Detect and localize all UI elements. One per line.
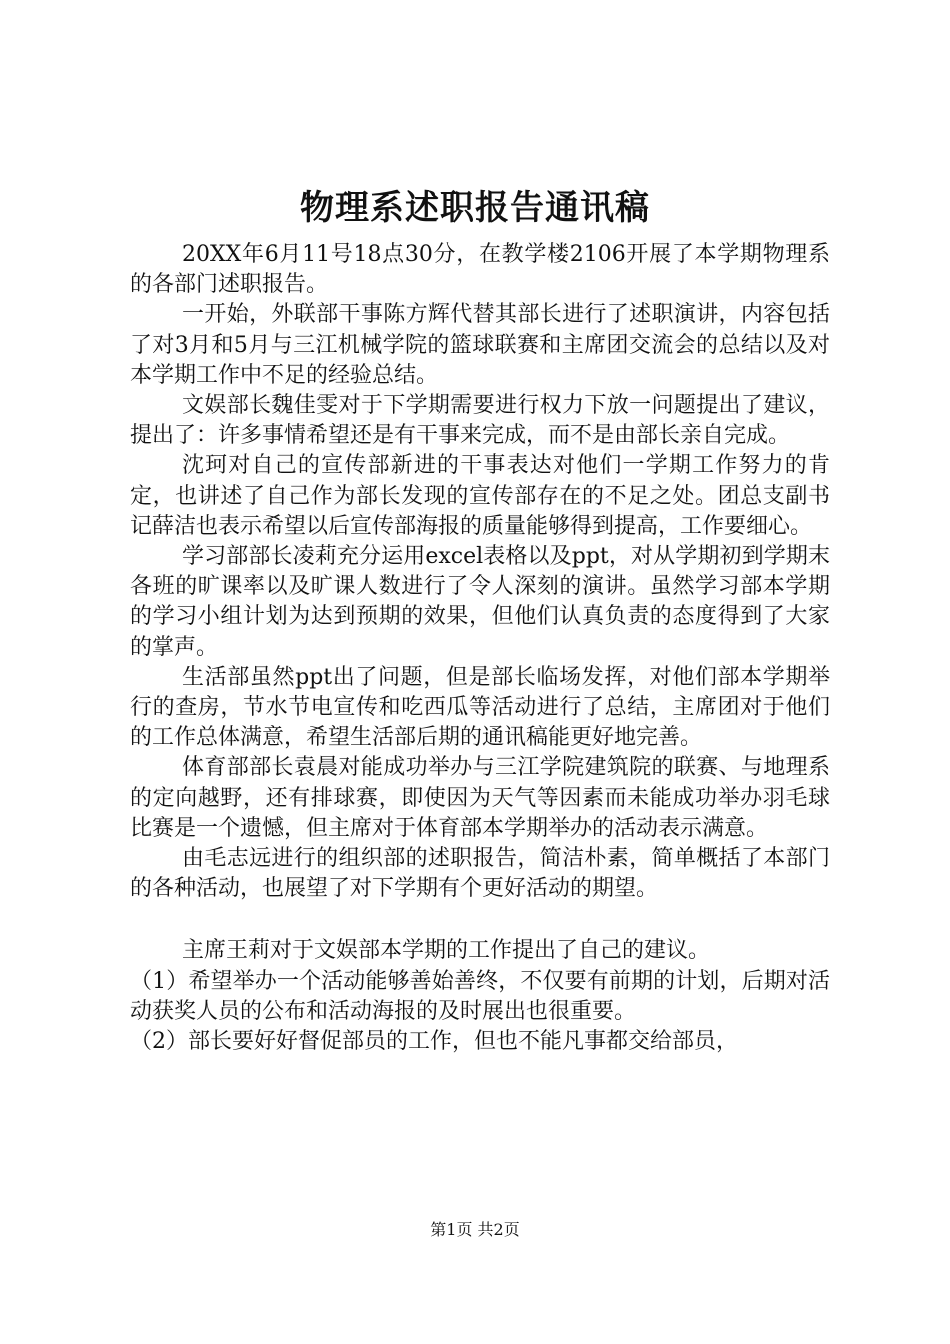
paragraph-life-dept: 生活部虽然ppt出了问题，但是部长临场发挥，对他们部本学期举行的查房，节水节电宣传和吃西瓜等活动进行了总结，主席团对于他们的工作总体满意，希望生活部后期的通讯稿能更好地完善。 (130, 664, 830, 751)
document-title: 物理系述职报告通讯稿 (300, 188, 650, 228)
paragraph-entertainment-dept: 文娱部长魏佳雯对于下学期需要进行权力下放一问题提出了建议，提出了：许多事情希望还是有干事来完成，而不是由部长亲自完成。 (130, 393, 830, 449)
page-footer: 第1页 共2页 (430, 1220, 520, 1239)
paragraph-publicity-dept: 沈珂对自己的宣传部新进的干事表达对他们一学期工作努力的肯定，也讲述了自己作为部长发现的宣传部存在的不足之处。团总支副书记薛洁也表示希望以后宣传部海报的质量能够得到提高，工作要细心。 (130, 453, 830, 539)
paragraph-sports-dept: 体育部部长袁晨对能成功举办与三江学院建筑院的联赛、与地理系的定向越野，还有排球赛，即使因为天气等因素而未能成功举办羽毛球比赛是一个遗憾，但主席对于体育部本学期举办的活动表示满意。 (130, 755, 830, 841)
paragraph-spacer (130, 904, 830, 936)
document-body (130, 240, 830, 1057)
paragraph-liaison-dept: 一开始，外联部干事陈方辉代替其部长进行了述职演讲，内容包括了对3月和5月与三江机械学院的篮球联赛和主席团交流会的总结以及对本学期工作中不足的经验总结。 (130, 302, 830, 388)
paragraph-organization-dept: 由毛志远进行的组织部的述职报告，简洁朴素，简单概括了本部门的各种活动，也展望了对下学期有个更好活动的期望。 (130, 846, 830, 902)
paragraph-chair-suggestion: 主席王莉对于文娱部本学期的工作提出了自己的建议。 (182, 938, 711, 964)
paragraph-suggestion-2: （2）部长要好好督促部员的工作，但也不能凡事都交给部员， (130, 1029, 738, 1055)
paragraph-opening: 20XX年6月11号18点30分，在教学楼2106开展了本学期物理系的各部门述职报告。 (130, 242, 830, 298)
paragraph-study-dept: 学习部部长凌莉充分运用excel表格以及ppt，对从学期初到学期末各班的旷课率以及旷课人数进行了令人深刻的演讲。虽然学习部本学期的学习小组计划为达到预期的效果，但他们认真负责的态度得到了大家的掌声。 (130, 544, 830, 660)
paragraph-suggestion-1: （1）希望举办一个活动能够善始善终，不仅要有前期的计划，后期对活动获奖人员的公布和活动海报的及时展出也很重要。 (130, 968, 830, 1024)
